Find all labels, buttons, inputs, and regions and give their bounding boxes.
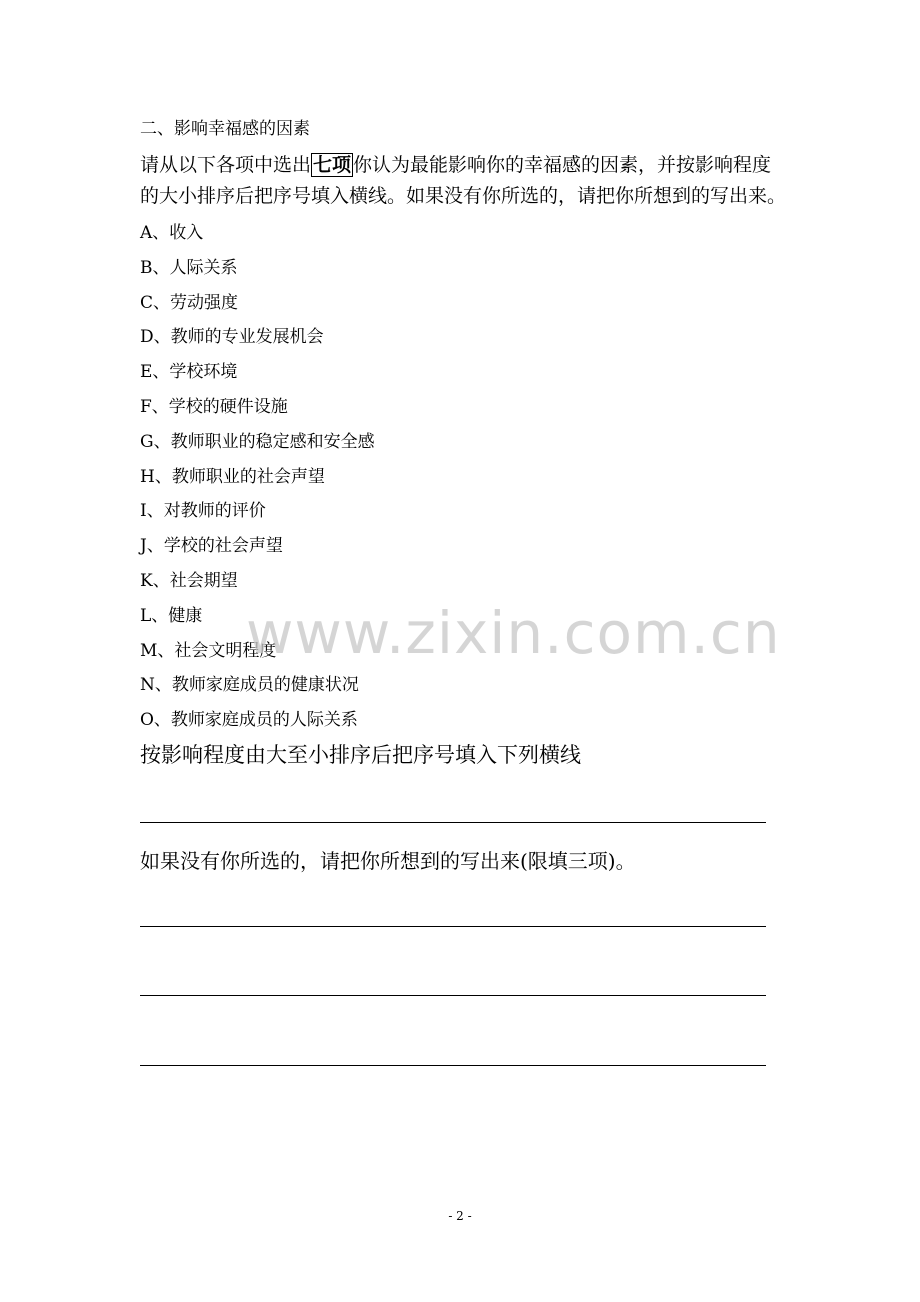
instruction-text-after: 你认为最能影响你的幸福感的因素，并按影响程度的大小排序后把序号填入横线。如果没有你所选的，请把你所想到的写出来。: [140, 154, 787, 207]
instruction-paragraph: [140, 150, 790, 212]
option-item-m: M、社会文明程度: [140, 640, 277, 661]
other-factors-instruction: 如果没有你所选的，请把你所想到的写出来(限填三项)。: [140, 849, 636, 873]
option-item-i: I、对教师的评价: [140, 501, 266, 522]
page-number: - 2 -: [448, 1209, 472, 1223]
ranking-instruction: 按影响程度由大至小排序后把序号填入下列横线: [140, 743, 581, 767]
option-item-n: N、教师家庭成员的健康状况: [140, 675, 359, 696]
other-answer-line-2[interactable]: [140, 995, 766, 996]
instruction-text-before: 请从以下各项中选出: [140, 154, 312, 176]
other-answer-line-3[interactable]: [140, 1065, 766, 1066]
option-item-g: G、教师职业的稳定感和安全感: [140, 431, 375, 452]
option-item-l: L、健康: [140, 605, 203, 626]
site-watermark: www.zixin.com.cn: [246, 599, 781, 667]
option-item-j: J、学校的社会声望: [140, 536, 283, 557]
option-item-k: K、社会期望: [140, 570, 238, 591]
option-item-e: E、学校环境: [140, 362, 238, 383]
section-title: 二、影响幸福感的因素: [140, 119, 310, 139]
other-answer-line-1[interactable]: [140, 926, 766, 927]
option-item-o: O、教师家庭成员的人际关系: [140, 710, 358, 731]
option-item-b: B、人际关系: [140, 257, 238, 278]
option-item-d: D、教师的专业发展机会: [140, 327, 324, 348]
option-item-f: F、学校的硬件设施: [140, 396, 288, 417]
option-item-a: A、收入: [140, 223, 204, 243]
option-item-c: C、劳动强度: [140, 292, 239, 313]
ranking-answer-line[interactable]: [140, 822, 766, 823]
option-item-h: H、教师职业的社会声望: [140, 466, 325, 487]
instruction-highlight-box: 七项: [313, 154, 352, 176]
